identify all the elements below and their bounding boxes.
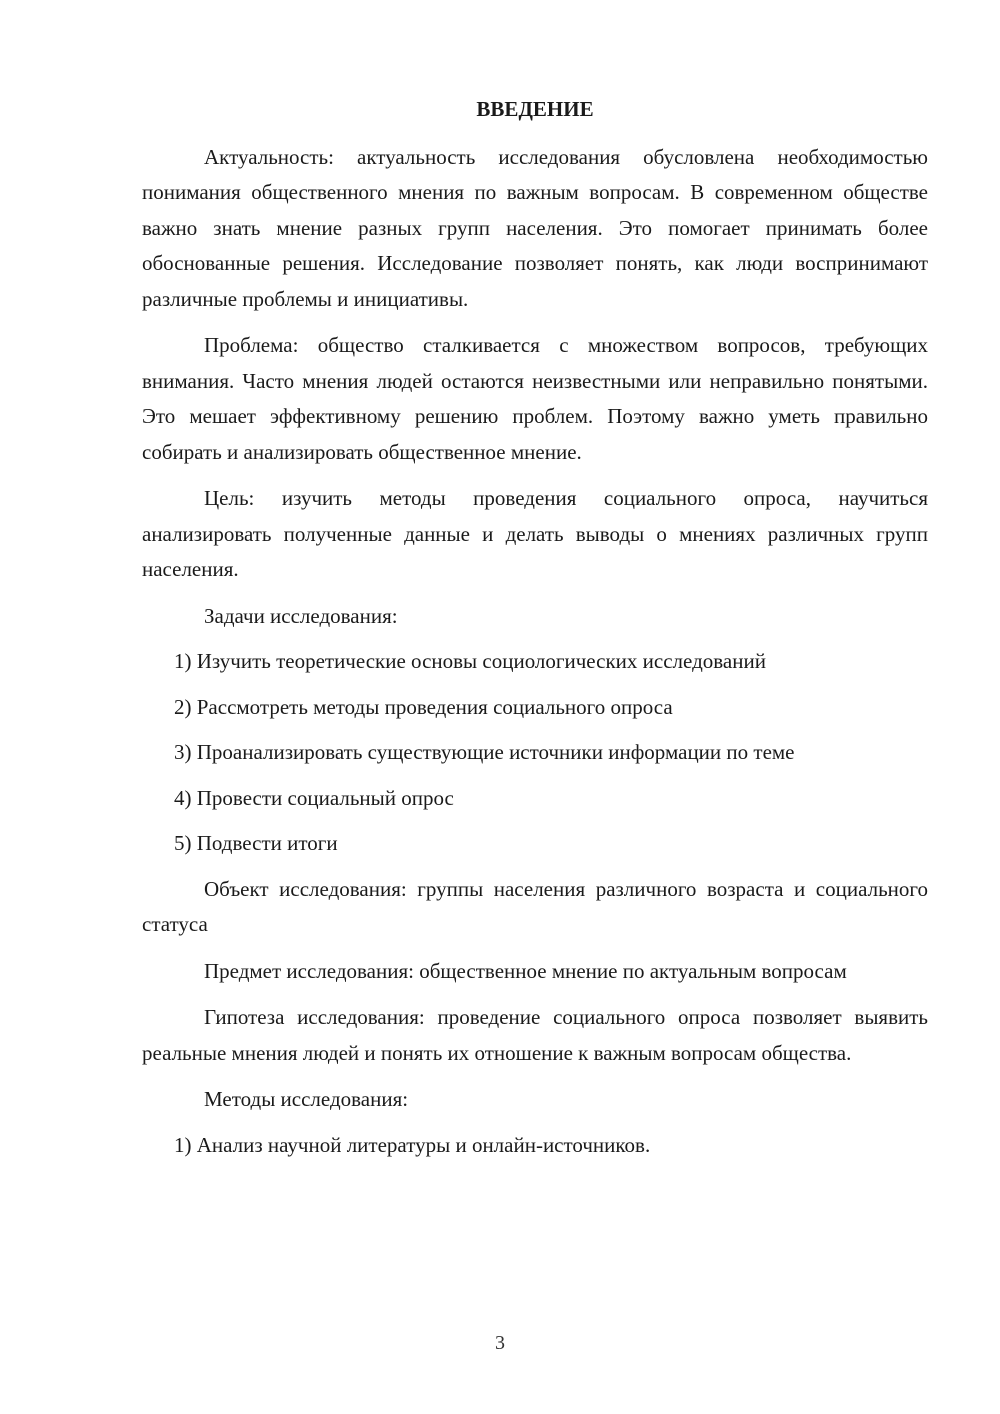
document-page — [142, 92, 928, 1173]
task-item: 3) Проанализировать существующие источники информации по теме — [174, 740, 795, 764]
methods-heading: Методы исследования: — [204, 1087, 409, 1111]
hypothesis-paragraph: Гипотеза исследования: проведение социального опроса позволяет выявить реальные мнения людей и понять их отношение к важным вопросам общества. — [142, 1005, 928, 1065]
task-item: 4) Провести социальный опрос — [174, 785, 454, 810]
task-item: 5) Подвести итоги — [174, 831, 338, 855]
subject-paragraph: Предмет исследования: общественное мнение по актуальным вопросам — [204, 958, 847, 983]
section-title: ВВЕДЕНИЕ — [476, 97, 594, 121]
relevance-paragraph: Актуальность: актуальность исследования обусловлена необходимостью понимания общественного мнения по важным вопросам. В современном обществе важно знать мнение разных групп населения. Это помогает принимать более обоснованные решения. Исследование позволяет понять, как люди воспринимают различные проблемы и инициативы. — [142, 144, 928, 311]
task-item: 2) Рассмотреть методы проведения социального опроса — [174, 694, 673, 719]
task-item: 1) Изучить теоретические основы социологических исследований — [174, 649, 766, 673]
goal-paragraph: Цель: изучить методы проведения социального опроса, научиться анализировать полученные данные и делать выводы о мнениях различных групп населения. — [142, 486, 928, 581]
tasks-heading: Задачи исследования: — [204, 603, 398, 628]
problem-paragraph: Проблема: общество сталкивается с множеством вопросов, требующих внимания. Часто мнения людей остаются неизвестными или неправильно понятыми. Это мешает эффективному решению проблем. Поэтому важно уметь правильно собирать и анализировать общественное мнение. — [142, 333, 928, 464]
object-paragraph: Объект исследования: группы населения различного возраста и социального статуса — [142, 876, 928, 936]
method-item: 1) Анализ научной литературы и онлайн-источников. — [174, 1132, 651, 1157]
page-number: 3 — [495, 1332, 505, 1354]
